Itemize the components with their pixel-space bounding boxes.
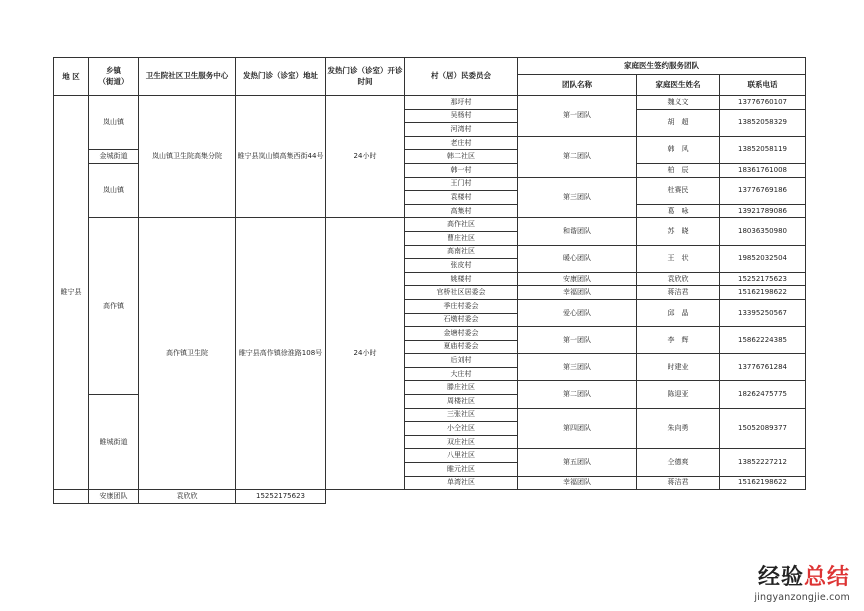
fever-time-cell: 24小时 xyxy=(326,218,405,490)
team-cell: 第二团队 xyxy=(518,136,637,177)
village-cell: 季庄村委会 xyxy=(405,299,518,313)
doctor-cell: 时建业 xyxy=(637,354,720,381)
village-cell: 曹庄社区 xyxy=(405,231,518,245)
header-doctor-name: 家庭医生姓名 xyxy=(637,75,720,96)
team-cell: 第四团队 xyxy=(518,408,637,449)
doctor-cell: 魏义文 xyxy=(637,96,720,110)
fever-time-cell: 24小时 xyxy=(326,96,405,218)
doctor-cell: 蒋洁君 xyxy=(637,286,720,300)
site-watermark xyxy=(754,560,850,603)
watermark-logo-text xyxy=(754,560,850,591)
doctor-cell: 李 辉 xyxy=(637,327,720,354)
doctor-cell: 王 状 xyxy=(637,245,720,272)
phone-cell: 13776769186 xyxy=(720,177,806,204)
header-fever-address: 发热门诊（诊室）地址 xyxy=(236,58,326,96)
header-team-name: 团队名称 xyxy=(518,75,637,96)
header-family-team: 家庭医生签约服务团队 xyxy=(518,58,806,75)
team-cell: 幸福团队 xyxy=(518,286,637,300)
village-cell: 单湾社区 xyxy=(405,476,518,490)
team-cell: 第一团队 xyxy=(518,96,637,137)
doctor-cell: 蒋洁君 xyxy=(637,476,720,490)
doctor-cell: 仝德爽 xyxy=(637,449,720,476)
village-cell: 滕庄社区 xyxy=(405,381,518,395)
village-cell xyxy=(54,490,89,504)
phone-cell: 19852032504 xyxy=(720,245,806,272)
phone-cell: 15162198622 xyxy=(720,286,806,300)
village-cell: 金塘村委会 xyxy=(405,327,518,341)
fever-address-cell: 睢宁县高作镇徐淮路108号 xyxy=(236,218,326,490)
doctor-cell: 胡 超 xyxy=(637,109,720,136)
watermark-domain: jingyanzongjie.com xyxy=(754,592,850,603)
fever-address-cell: 睢宁县岚山镇高集西街44号 xyxy=(236,96,326,218)
phone-cell: 18036350980 xyxy=(720,218,806,245)
phone-cell: 13395250567 xyxy=(720,299,806,326)
village-cell: 八里社区 xyxy=(405,449,518,463)
village-cell: 王门村 xyxy=(405,177,518,191)
region-cell: 睢宁县 xyxy=(54,96,89,490)
town-cell: 高作镇 xyxy=(89,218,139,395)
watermark-text-a: 经验 xyxy=(757,565,804,590)
town-cell: 睢城街道 xyxy=(89,395,139,490)
phone-cell: 13852058119 xyxy=(720,136,806,163)
team-cell: 暖心团队 xyxy=(518,245,637,272)
village-cell: 张皮村 xyxy=(405,259,518,273)
village-cell: 周楼社区 xyxy=(405,395,518,409)
center-cell: 高作镇卫生院 xyxy=(139,218,236,490)
doctor-cell: 杜赛民 xyxy=(637,177,720,204)
phone-cell: 13852227212 xyxy=(720,449,806,476)
village-cell: 石墩村委会 xyxy=(405,313,518,327)
village-cell: 吴杨村 xyxy=(405,109,518,123)
village-cell: 袁楼村 xyxy=(405,191,518,205)
header-region: 地 区 xyxy=(54,58,89,96)
doctor-cell: 韩 风 xyxy=(637,136,720,163)
team-cell: 安康团队 xyxy=(89,490,139,504)
phone-cell: 18262475775 xyxy=(720,381,806,408)
team-cell: 第二团队 xyxy=(518,381,637,408)
village-cell: 三张社区 xyxy=(405,408,518,422)
header-village: 村（居）民委员会 xyxy=(405,58,518,96)
doctor-cell: 苏 晓 xyxy=(637,218,720,245)
team-cell: 爱心团队 xyxy=(518,299,637,326)
doctor-cell: 袁欣欣 xyxy=(637,272,720,286)
doctor-cell: 柏 辰 xyxy=(637,163,720,177)
center-cell: 岚山镇卫生院高集分院 xyxy=(139,96,236,218)
header-phone: 联系电话 xyxy=(720,75,806,96)
doctor-cell: 袁欣欣 xyxy=(139,490,236,504)
phone-cell: 15052089377 xyxy=(720,408,806,449)
phone-cell: 15252175623 xyxy=(720,272,806,286)
header-fever-time: 发热门诊（诊室）开诊时间 xyxy=(326,58,405,96)
village-cell: 那圩村 xyxy=(405,96,518,110)
doctor-cell: 葛 咏 xyxy=(637,204,720,218)
village-cell: 老庄村 xyxy=(405,136,518,150)
doctor-cell: 朱向勇 xyxy=(637,408,720,449)
village-cell: 小仝社区 xyxy=(405,422,518,436)
team-cell: 第五团队 xyxy=(518,449,637,476)
village-cell: 高南社区 xyxy=(405,245,518,259)
phone-cell: 15252175623 xyxy=(236,490,326,504)
town-cell: 岚山镇 xyxy=(89,163,139,217)
village-cell: 河湾村 xyxy=(405,123,518,137)
team-cell: 第三团队 xyxy=(518,177,637,218)
village-cell: 韩二社区 xyxy=(405,150,518,164)
village-cell: 双庄社区 xyxy=(405,435,518,449)
village-cell: 大庄村 xyxy=(405,367,518,381)
header-town: 乡镇 （街道） xyxy=(89,58,139,96)
village-cell: 高集村 xyxy=(405,204,518,218)
team-cell: 和谐团队 xyxy=(518,218,637,245)
header-center: 卫生院社区卫生服务中心 xyxy=(139,58,236,96)
doctor-cell: 陈迎亚 xyxy=(637,381,720,408)
team-cell: 第三团队 xyxy=(518,354,637,381)
doctor-cell: 邱 晶 xyxy=(637,299,720,326)
phone-cell: 13776760107 xyxy=(720,96,806,110)
village-cell: 夏庙村委会 xyxy=(405,340,518,354)
phone-cell: 15162198622 xyxy=(720,476,806,490)
team-cell: 幸福团队 xyxy=(518,476,637,490)
village-cell: 后刘村 xyxy=(405,354,518,368)
family-doctor-table xyxy=(53,57,806,504)
phone-cell: 13852058329 xyxy=(720,109,806,136)
team-cell: 第一团队 xyxy=(518,327,637,354)
town-cell: 金城街道 xyxy=(89,150,139,164)
team-cell: 安康团队 xyxy=(518,272,637,286)
village-cell: 高作社区 xyxy=(405,218,518,232)
village-cell: 官桥社区居委会 xyxy=(405,286,518,300)
village-cell: 姚楼村 xyxy=(405,272,518,286)
town-cell: 岚山镇 xyxy=(89,96,139,150)
phone-cell: 15862224385 xyxy=(720,327,806,354)
phone-cell: 13921789086 xyxy=(720,204,806,218)
village-cell: 睢元社区 xyxy=(405,463,518,477)
phone-cell: 18361761008 xyxy=(720,163,806,177)
watermark-text-b: 总结 xyxy=(803,565,850,590)
service-table-sheet xyxy=(53,57,806,504)
village-cell: 韩一村 xyxy=(405,163,518,177)
phone-cell: 13776761284 xyxy=(720,354,806,381)
